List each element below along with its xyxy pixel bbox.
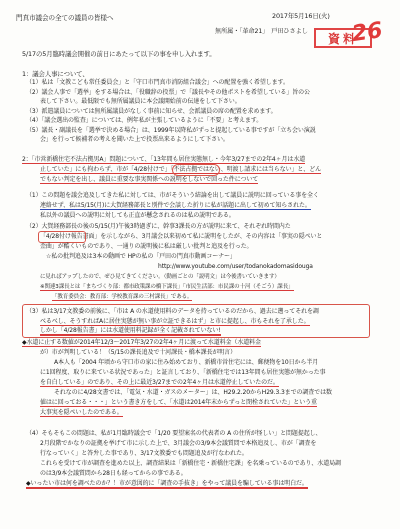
para-3-line-g: に1回程度、取りに来ている状況であった」と証言しており、「新橋住宅では13年間も居住実態が無かった事 [40,369,326,376]
section-2-heading-a-text: 2：「市営新橋住宅不法占拠男A」問題について、「13年間も居住実態無し・今年3/27までの2年4ヶ月は水道 [22,156,306,163]
para-3-line-j-text: 値はに回っておる・・・」という書き方をして、「水道は2014年末からずっと閉栓されていた」という重 [40,399,317,406]
section-1-item-1: （1）私は「文教こども常任委員会」と「守口市門真市消防組合議会」への配置を強く希望します。 [26,79,289,86]
para-3-line-b-text: べるべし、そうすればAに居住実態が無い事が立証できるはず」と市に提起し、市もそれを了承した。 [40,318,310,325]
para-2-line-e: に見ればアップしたので、ぜひ見てきてください。（動画ごとの「説明文」は今後書いていきます） [40,274,280,280]
stamp-label: 資料 [327,32,358,46]
para-4-line-c: 行なっていく」と答弁した事であり、3/17文教委でも問題追及が行なわれた。 [40,450,248,457]
section-2-heading-c [40,176,258,184]
para-2-line-b: 「4/28付け報告書面」を示しながら、3月議会以来初めて私に説明をしたが、その内容は「事実の隠ぺいと [40,233,323,240]
document-date: 2017年5月16日(火) [272,12,330,20]
highlight-report-4-28 [38,231,86,243]
para-2-line-f-text: ※関連3課長とは「まちづくり部：都市政策課の橋下課長」「市民生活部：市民課の十河（そごう）課長」 [40,284,294,290]
para-3-line-j [40,399,317,407]
para-4-line-e: のは3/9本会議質問から28日も経ってからの事である。 [40,470,187,477]
section-1-item-4: （4）「議会選出の監査」については、例年私が主張しているように「不要」と考えます。 [26,117,263,124]
section-1-heading: 1：議会人事について、 [22,70,89,78]
para-2-line-d: ☆私の批判追及は3本の動画で HPの私の「戸田の門真市動画コーナー」 [46,253,236,260]
section-1-item-5b: 会」を行って候補者の考えを聞いた上で投票出来るようにして下さい。 [40,136,229,143]
section-2-heading-c-text: でもない判定を出し、議員に重要な事実関係への説明をしないで回った件について [40,176,259,183]
para-2-line-g [52,293,192,301]
para-3-line-d [22,339,261,347]
para-3-line-c-text: しかし「4/28報告書」には水道使用料記録が全く記載されていない! [40,327,221,334]
para-1-line-a: （1）この問題を議会追及してきた私に対しては、市がそういう結論を出して議員に説明に回っている事を全く [26,192,319,199]
para-4-line-a: （4）そもそもこの問題は、私が1月臨時議会で「1/20 要望案名の代表者の A の住所が怪しい」と問題提起し、 [26,430,322,437]
para-1-line-c: 私以外の議員への説明に対しても正直が懸念されるのは私の説明である。 [40,212,235,219]
para-4-line-f-text: ◆いったい市は何を調べたのか？！市が意図的に「調査の手抜き」をやって議員を騙している事は明白だ。 [26,480,308,487]
section-2-heading-a [22,156,305,164]
para-2-line-g-text: 「教育委員会：教育部：学校教育課の三村課長」である。 [52,294,193,300]
para-3-line-h [40,379,279,387]
para-3-line-b [40,318,310,326]
para-3-line-h-text: を自白している」のであり、その上に最近3/27までの2年4ヶ月は水道停止していたのだ。 [40,379,279,386]
section-1-item-5a: （5）議長・副議長を「選挙で決める場合」は、1999年以降私がずっと提起している事ですが「立ち会い演説 [26,127,316,134]
para-3-line-k [40,409,123,417]
intro-text: 5/17の5月臨時議会開催の前日にあたって以下の事を申し入れます。 [22,50,216,58]
para-2-line-f [40,283,294,291]
para-1-line-b [40,202,311,210]
author-line: 無所属・「革命21」 戸田ひさよし [215,28,308,35]
document-title: 門真市議会の全ての議員の皆様へ [16,14,114,22]
para-4-line-d: これらを受けて市が調査を進めた以上、調査結果は「新橋住宅・新橋住宅課」を名乗っているのであり、水道局調 [40,460,341,467]
para-3-line-f: A本人も「2004 年頃から守口市の家に住み始めており、新橋市営住宅には、郵便物を10日から半月 [54,359,319,366]
video-url-link[interactable]: http://www.youtube.com/user/todanokadomasidouga [158,263,313,270]
para-3-line-k-text: 大事実を隠ぺいしたのである。 [40,409,123,416]
para-4-line-f [26,480,308,488]
para-1-line-b-text: 連絡せず、私は5/15(月)に大賀経務部長と別件で会談した折りに私が話題に出して初めて知らされた。 [40,202,311,209]
section-1-item-2b: 表して下さい。最低限でも無所属議員に本会議開始前の伝達をして下さい。 [40,98,241,105]
para-2-line-c: 歪曲」が酷くいものであり、一通りの説明後に私は厳しい批判と追及を行った。 [40,243,253,250]
para-3-line-e: が）市が判明している！（5/15の課長追及で十河課長・橋本課長が明言） [40,349,236,356]
highlight-date-4-28 [172,164,220,176]
section-1-item-2a: （2）議会人事で「選挙」をする場合は、「役職辞の投票」で「議長やその他ポストを希望している」旨の公 [26,89,310,96]
para-3-line-i: それなのに4/28文書では、「電気・水道・ガスのメーター」は、H29.2.20からH29.3.3までの調査では数 [54,389,332,396]
para-3-line-a: （3）私は3/17文教委の前後に、「市は A の水道使用料のデータを持っているのだから、過去に遡ってそれを調 [26,308,319,315]
para-2-line-a: （2）大賀経務部長の後の5/15(月)午後3時過ぎに、幹事3課長の方が説明に来て、それぞれ時間内た [26,223,291,230]
stamp-number: 26 [350,17,385,48]
section-2-heading-b-text: 止していた」にも拘わらず、市が「4/28付けで」「不法占拠ではない、明渡し請求には当らない」と、どん [40,166,321,173]
section-1-item-3: （3）派遣議員については無所属議員がなしく事前に知らせ、会派議員の席の配置を求めます。 [26,108,277,115]
para-3-line-d-text: ◆水道に止する数値が2014年12/3〜2017年3/27の2年4ヶ月に渡って水道料金（水道料金 [22,339,261,346]
para-3-line-c [40,327,221,335]
para-4-line-b: 2月段階でかなりの証拠を挙げて市に示した上で、3月議会の3/9本会議質問で本格追及し、市が「調査を [40,440,317,447]
